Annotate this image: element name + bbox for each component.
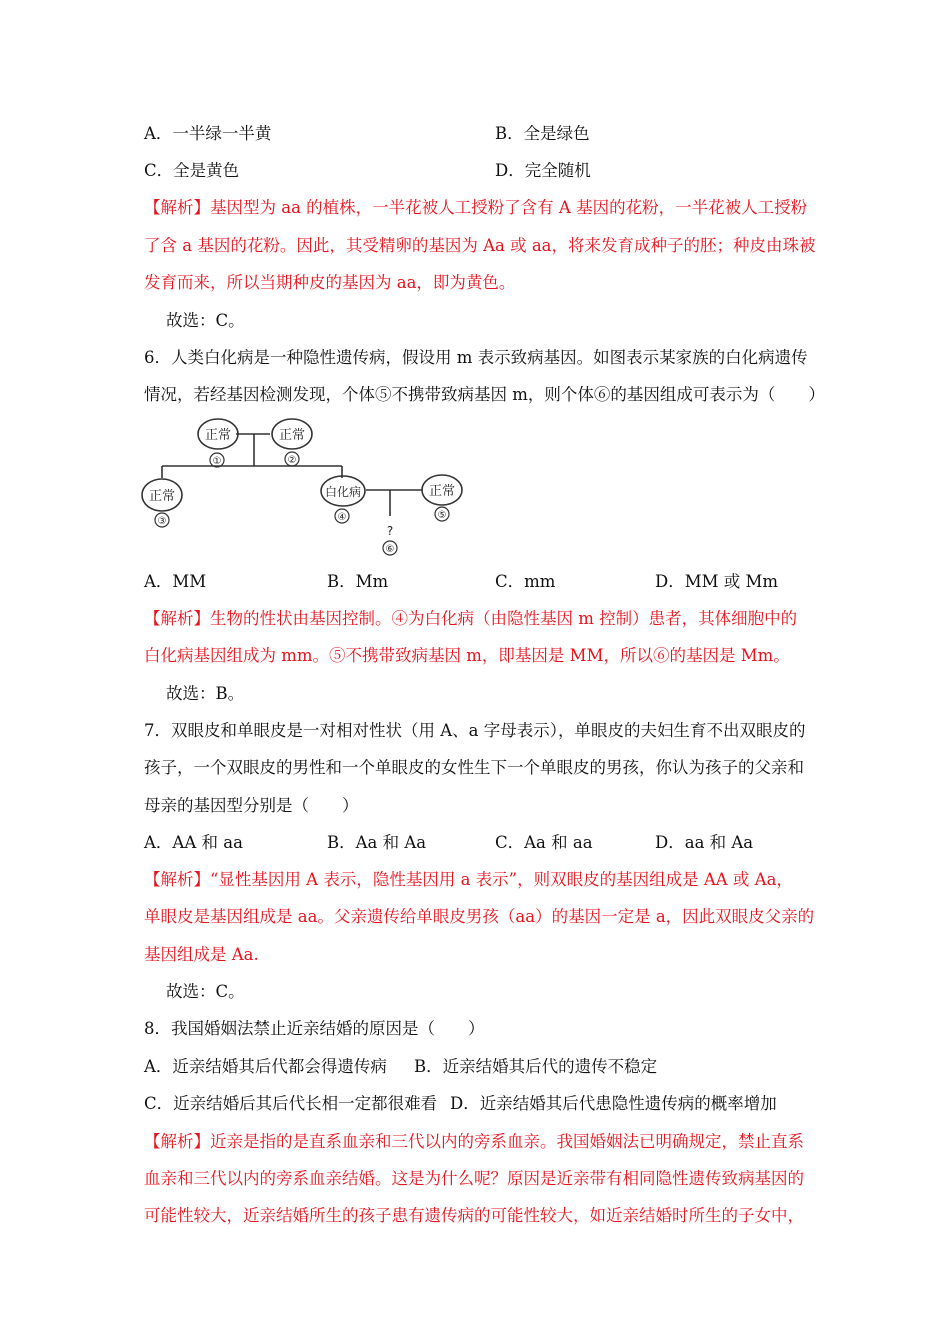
- pedigree-diagram: [140, 414, 480, 564]
- q8-analysis-line: 【解析】近亲是指的是直系血亲和三代以内的旁系血亲。我国婚姻法已明确规定，禁止直系: [144, 1132, 804, 1151]
- q5-option-a: A．一半绿一半黄: [144, 124, 272, 143]
- q6-answer: 故选：B。: [166, 684, 245, 703]
- q8-option-a: A．近亲结婚其后代都会得遗传病: [144, 1057, 387, 1076]
- q5-analysis-line: 【解析】基因型为 aa 的植株，一半花被人工授粉了含有 A 基因的花粉，一半花被人工授粉: [144, 198, 808, 217]
- q6-option-d: D．MM 或 Mm: [655, 572, 779, 591]
- q6-analysis-line: 【解析】生物的性状由基因控制。④为白化病（由隐性基因 m 控制）患者，其体细胞中的: [144, 609, 798, 628]
- pedigree-num-3: ③: [157, 516, 167, 527]
- q8-option-c: C．近亲结婚后其后代长相一定都很难看: [144, 1094, 438, 1113]
- q6-stem-line: 情况，若经基因检测发现，个体⑤不携带致病基因 m，则个体⑥的基因组成可表示为（ ）: [144, 385, 825, 404]
- q8-option-b: B．近亲结婚其后代的遗传不稳定: [414, 1057, 658, 1076]
- q7-analysis-line: 基因组成是 Aa.: [144, 945, 259, 964]
- q7-analysis-line: 【解析】“显性基因用 A 表示，隐性基因用 a 表示”，则双眼皮的基因组成是 AA 或 Aa，: [144, 870, 793, 889]
- pedigree-num-6: ⑥: [385, 544, 395, 555]
- q7-answer: 故选：C。: [166, 982, 245, 1001]
- pedigree-label-6: ?: [386, 524, 394, 538]
- q7-option-b: B．Aa 和 Aa: [327, 833, 427, 852]
- pedigree-num-4: ④: [337, 512, 347, 523]
- q7-option-a: A．AA 和 aa: [144, 833, 243, 852]
- q5-option-b: B．全是绿色: [495, 124, 590, 143]
- q5-option-c: C．全是黄色: [144, 161, 240, 180]
- q7-option-d: D．aa 和 Aa: [655, 833, 754, 852]
- q5-analysis-line: 发育而来，所以当期种皮的基因为 aa，即为黄色。: [144, 273, 516, 292]
- q8-analysis-line: 血亲和三代以内的旁系血亲结婚。这是为什么呢？原因是近亲带有相同隐性遗传致病基因的: [144, 1169, 804, 1188]
- q8-stem: 8．我国婚姻法禁止近亲结婚的原因是（ ）: [144, 1019, 485, 1038]
- q7-stem-line: 母亲的基因型分别是（ ）: [144, 796, 359, 815]
- q6-stem-line: 6．人类白化病是一种隐性遗传病，假设用 m 表示致病基因。如图表示某家族的白化病遗传: [144, 348, 808, 367]
- q6-option-c: C．mm: [495, 572, 556, 591]
- pedigree-label-1: 正常: [204, 428, 232, 443]
- pedigree-num-5: ⑤: [437, 510, 447, 521]
- q6-option-b: B．Mm: [327, 572, 389, 591]
- q5-answer: 故选：C。: [166, 311, 245, 330]
- q7-option-c: C．Aa 和 aa: [495, 833, 593, 852]
- q7-stem-line: 孩子，一个双眼皮的男性和一个单眼皮的女性生下一个单眼皮的男孩，你认为孩子的父亲和: [144, 758, 804, 777]
- pedigree-num-2: ②: [287, 455, 297, 466]
- q7-stem-line: 7．双眼皮和单眼皮是一对相对性状（用 A、a 字母表示），单眼皮的夫妇生育不出双眼皮的: [144, 721, 806, 740]
- pedigree-label-3: 正常: [148, 489, 176, 504]
- q6-option-a: A．MM: [144, 572, 207, 591]
- pedigree-label-2: 正常: [278, 428, 306, 443]
- pedigree-label-5: 正常: [428, 484, 456, 499]
- q5-analysis-line: 了含 a 基因的花粉。因此，其受精卵的基因为 Aa 或 aa，将来发育成种子的胚；种皮由珠被: [144, 236, 816, 255]
- pedigree-num-1: ①: [212, 456, 222, 467]
- q5-option-d: D．完全随机: [495, 161, 591, 180]
- q8-option-d: D．近亲结婚其后代患隐性遗传病的概率增加: [450, 1094, 777, 1113]
- q8-analysis-line: 可能性较大，近亲结婚所生的孩子患有遗传病的可能性较大，如近亲结婚时所生的子女中，: [144, 1206, 804, 1225]
- q7-analysis-line: 单眼皮是基因组成是 aa。父亲遗传给单眼皮男孩（aa）的基因一定是 a，因此双眼皮父亲的: [144, 907, 815, 926]
- pedigree-label-4: 白化病: [324, 485, 362, 499]
- q6-analysis-line: 白化病基因组成为 mm。⑤不携带致病基因 m，即基因是 MM，所以⑥的基因是 Mm。: [144, 646, 790, 665]
